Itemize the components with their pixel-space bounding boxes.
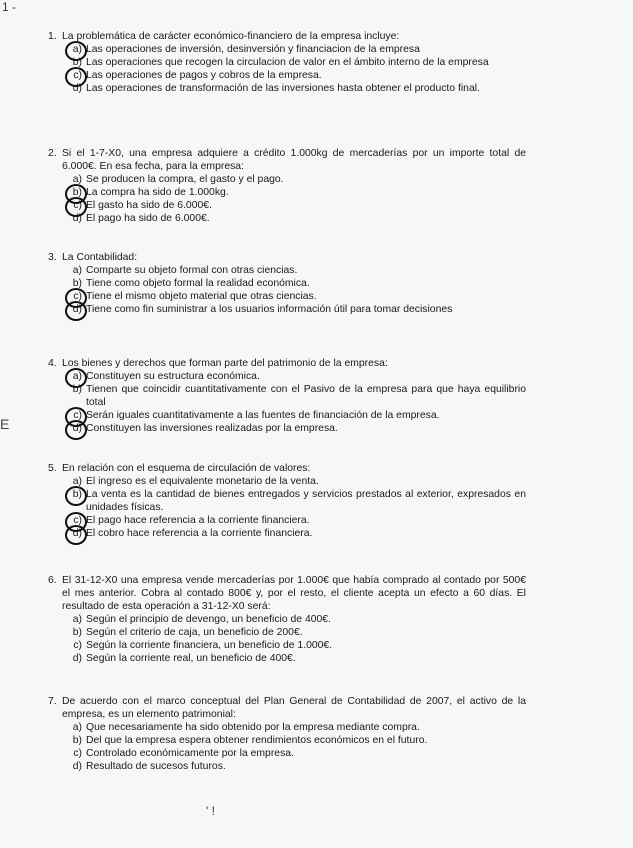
- option-letter: [62, 370, 86, 383]
- option-a: [62, 173, 526, 186]
- question-stem: [48, 251, 526, 264]
- option-c: [62, 409, 526, 422]
- option-letter-text: d): [72, 83, 82, 94]
- option-c: [62, 514, 526, 527]
- handwritten-circle-mark: [65, 301, 87, 321]
- option-letter: [62, 488, 86, 514]
- question-text: El 31-12-X0 una empresa vende mercaderías por 1.000€ que había comprado al contado por 500€ el mes anterior. Cobra al contado 800€ y, por el resto, el cliente acepta un efecto a 60 días. El resultado de esta operación a 31-12-X0 será:: [62, 575, 526, 612]
- option-text: El cobro hace referencia a la corriente financiera.: [86, 528, 313, 539]
- option-letter: [62, 383, 86, 409]
- option-text: Según la corriente financiera, un beneficio de 1.000€.: [86, 640, 333, 651]
- question-number: 6.: [48, 575, 57, 586]
- option-letter: [62, 69, 86, 82]
- option-letter-text: d): [72, 761, 82, 772]
- option-text: Tiene como objeto formal la realidad económica.: [86, 278, 310, 289]
- option-list: [62, 264, 526, 316]
- option-letter: [62, 747, 86, 760]
- option-text: Constituyen su estructura económica.: [86, 371, 260, 382]
- question-text: En relación con el esquema de circulación de valores:: [62, 463, 311, 474]
- option-letter-text: b): [72, 627, 82, 638]
- option-letter-text: a): [72, 265, 82, 276]
- bottom-mark: ' !: [206, 804, 215, 818]
- option-text: Comparte su objeto formal con otras ciencias.: [86, 265, 298, 276]
- option-letter-text: c): [73, 291, 82, 302]
- option-text: Tienen que coincidir cuantitativamente con el Pasivo de la empresa para que haya equilibrio total: [86, 384, 526, 408]
- option-text: Según la corriente real, un beneficio de 400€.: [86, 653, 296, 664]
- handwritten-circle-mark: [65, 420, 87, 440]
- option-b: [62, 488, 526, 514]
- option-letter: [62, 639, 86, 652]
- side-mark: E: [0, 416, 10, 432]
- option-list: [62, 475, 526, 540]
- option-text: Que necesariamente ha sido obtenido por la empresa mediante compra.: [86, 722, 420, 733]
- option-text: Las operaciones de inversión, desinversión y financiacion de la empresa: [86, 44, 420, 55]
- option-b: [62, 277, 526, 290]
- option-text: Controlado económicamente por la empresa.: [86, 748, 294, 759]
- question-3: [48, 251, 526, 316]
- option-text: Las operaciones de pagos y cobros de la empresa.: [86, 70, 322, 81]
- option-text: Tiene como fin suministrar a los usuarios información útil para tomar decisiones: [86, 304, 453, 315]
- option-letter: [62, 721, 86, 734]
- question-7: [48, 695, 526, 773]
- question-text: De acuerdo con el marco conceptual del Plan General de Contabilidad de 2007, el activo de la empresa, es un elemento patrimonial:: [62, 696, 526, 720]
- option-text: El pago hace referencia a la corriente financiera.: [86, 515, 310, 526]
- option-letter: [62, 652, 86, 665]
- question-number: 5.: [48, 463, 57, 474]
- option-list: [62, 370, 526, 435]
- option-letter-text: b): [72, 278, 82, 289]
- question-number: 3.: [48, 252, 57, 263]
- option-a: [62, 370, 526, 383]
- option-letter: [62, 527, 86, 540]
- question-text: La Contabilidad:: [62, 252, 138, 263]
- option-letter-text: c): [73, 515, 82, 526]
- question-5: [48, 462, 526, 540]
- option-letter-text: a): [72, 44, 82, 55]
- option-a: [62, 613, 526, 626]
- option-letter: [62, 422, 86, 435]
- option-c: [62, 290, 526, 303]
- question-text: La problemática de carácter económico-financiero de la empresa incluye:: [62, 31, 400, 42]
- question-stem: [48, 357, 526, 370]
- option-letter-text: b): [72, 57, 82, 68]
- option-d: [62, 82, 526, 95]
- option-text: Del que la empresa espera obtener rendimientos económicos en el futuro.: [86, 735, 428, 746]
- option-text: Las operaciones que recogen la circulacion de valor en el ámbito interno de la empresa: [86, 57, 489, 68]
- option-letter-text: d): [72, 423, 82, 434]
- option-letter: [62, 212, 86, 225]
- option-letter: [62, 734, 86, 747]
- option-text: Resultado de sucesos futuros.: [86, 761, 226, 772]
- question-stem: [48, 147, 526, 173]
- option-text: La compra ha sido de 1.000kg.: [86, 187, 229, 198]
- option-a: [62, 721, 526, 734]
- question-number: 2.: [48, 148, 57, 159]
- option-letter-text: b): [72, 187, 82, 198]
- option-a: [62, 43, 526, 56]
- option-list: [62, 43, 526, 95]
- handwritten-circle-mark: [65, 525, 87, 545]
- option-list: [62, 613, 526, 665]
- option-list: [62, 173, 526, 225]
- option-letter-text: a): [72, 722, 82, 733]
- option-d: [62, 652, 526, 665]
- question-stem: [48, 30, 526, 43]
- option-c: [62, 199, 526, 212]
- option-text: El gasto ha sido de 6.000€.: [86, 200, 212, 211]
- option-text: Serán iguales cuantitativamente a las fuentes de financiación de la empresa.: [86, 410, 440, 421]
- option-text: El ingreso es el equivalente monetario de la venta.: [86, 476, 319, 487]
- option-text: Las operaciones de transformación de las inversiones hasta obtener el producto final.: [86, 83, 480, 94]
- option-letter-text: d): [72, 304, 82, 315]
- option-letter-text: c): [73, 410, 82, 421]
- option-d: [62, 303, 526, 316]
- option-letter-text: b): [72, 489, 82, 500]
- option-text: Constituyen las inversiones realizadas por la empresa.: [86, 423, 338, 434]
- option-letter-text: a): [72, 614, 82, 625]
- question-number: 4.: [48, 358, 57, 369]
- option-text: El pago ha sido de 6.000€.: [86, 213, 210, 224]
- question-2: [48, 147, 526, 225]
- option-letter-text: c): [73, 200, 82, 211]
- question-stem: [48, 462, 526, 475]
- question-text: Los bienes y derechos que forman parte del patrimonio de la empresa:: [62, 358, 388, 369]
- option-letter-text: d): [72, 213, 82, 224]
- option-d: [62, 760, 526, 773]
- option-letter-text: c): [73, 640, 82, 651]
- question-text: Si el 1-7-X0, una empresa adquiere a crédito 1.000kg de mercaderías por un importe total de 6.000€. En esa fecha, para la empresa:: [62, 148, 526, 172]
- option-text: Según el principio de devengo, un beneficio de 400€.: [86, 614, 331, 625]
- option-c: [62, 69, 526, 82]
- option-text: Se producen la compra, el gasto y el pago.: [86, 174, 284, 185]
- option-b: [62, 626, 526, 639]
- option-letter-text: a): [72, 371, 82, 382]
- option-c: [62, 639, 526, 652]
- option-letter: [62, 613, 86, 626]
- option-letter-text: b): [72, 735, 82, 746]
- option-b: [62, 56, 526, 69]
- option-letter: [62, 264, 86, 277]
- option-letter-text: d): [72, 528, 82, 539]
- option-d: [62, 212, 526, 225]
- question-number: 1.: [48, 31, 57, 42]
- question-stem: [48, 695, 526, 721]
- option-letter-text: c): [73, 748, 82, 759]
- option-letter-text: c): [73, 70, 82, 81]
- option-a: [62, 264, 526, 277]
- corner-mark: 1 -: [2, 0, 17, 14]
- option-letter-text: d): [72, 653, 82, 664]
- question-stem: [48, 574, 526, 613]
- question-number: 7.: [48, 696, 57, 707]
- option-b: [62, 186, 526, 199]
- question-4: [48, 357, 526, 435]
- option-text: La venta es la cantidad de bienes entregados y servicios prestados al exterior, expresados en unidades físicas.: [86, 489, 526, 513]
- option-letter: [62, 199, 86, 212]
- option-letter: [62, 303, 86, 316]
- option-letter: [62, 760, 86, 773]
- option-b: [62, 383, 526, 409]
- option-letter: [62, 626, 86, 639]
- option-list: [62, 721, 526, 773]
- option-a: [62, 475, 526, 488]
- question-6: [48, 574, 526, 665]
- option-text: Según el criterio de caja, un beneficio de 200€.: [86, 627, 303, 638]
- option-c: [62, 747, 526, 760]
- option-d: [62, 422, 526, 435]
- option-letter-text: a): [72, 174, 82, 185]
- option-b: [62, 734, 526, 747]
- option-letter-text: b): [72, 384, 82, 395]
- option-letter-text: a): [72, 476, 82, 487]
- handwritten-circle-mark: [65, 486, 87, 506]
- option-letter: [62, 43, 86, 56]
- option-d: [62, 527, 526, 540]
- option-text: Tiene el mismo objeto material que otras ciencias.: [86, 291, 317, 302]
- question-1: [48, 30, 526, 95]
- option-letter: [62, 82, 86, 95]
